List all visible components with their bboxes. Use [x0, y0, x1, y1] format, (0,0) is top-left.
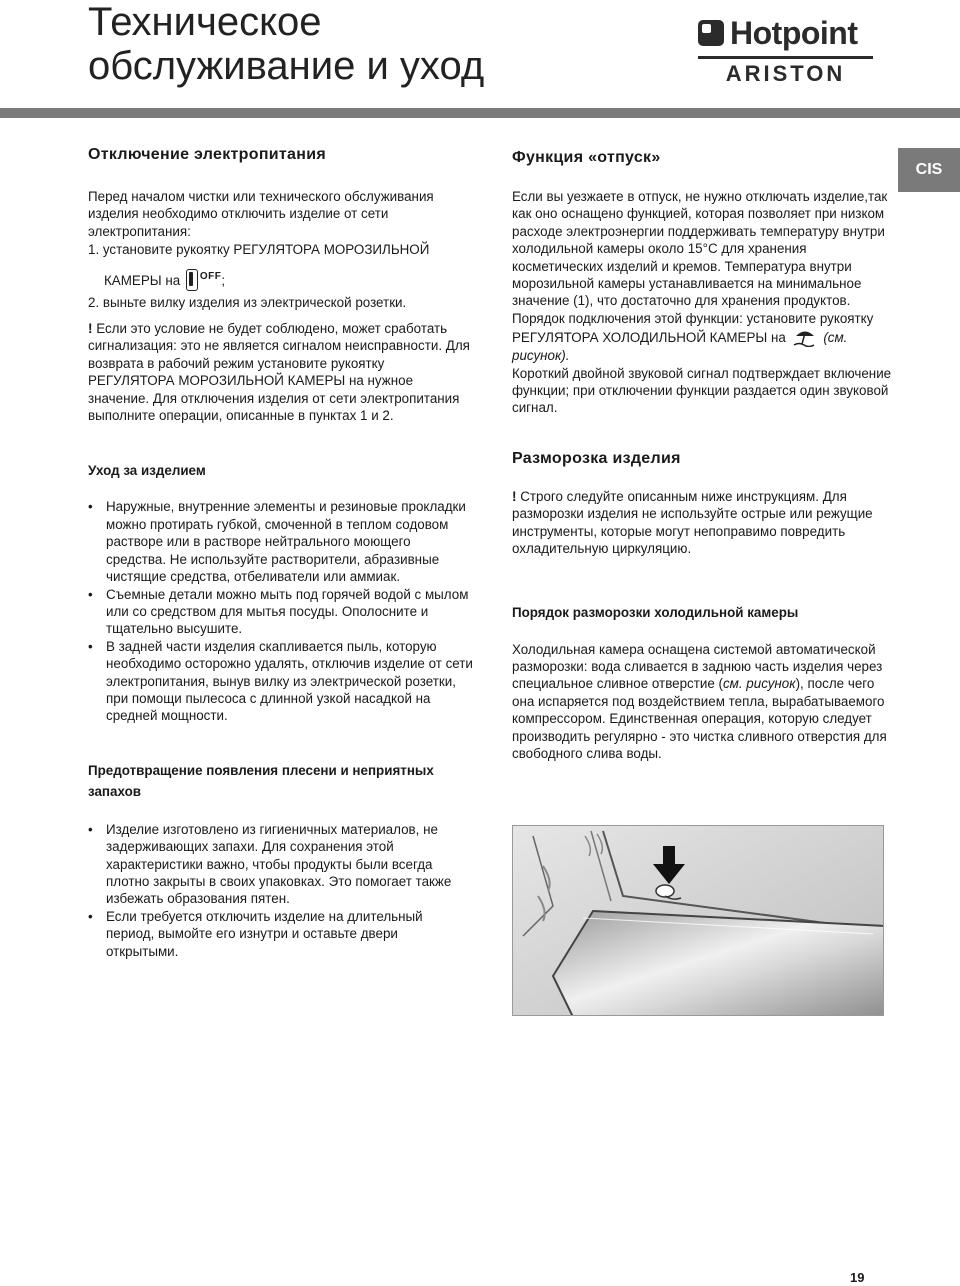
fridge-defrost-text: [512, 641, 892, 763]
power-off-step1: [88, 241, 473, 258]
title-line-2: обслуживание и уход: [88, 44, 485, 88]
power-off-step2: 2. выньте вилку изделия из электрической розетки.: [88, 294, 407, 310]
power-off-heading: Отключение электропитания: [88, 146, 326, 163]
defrost-warning-mark: !: [512, 488, 517, 504]
off-label: OFF: [199, 270, 222, 282]
fridge-defrost-text-a: Холодильная камера оснащена системой автоматической разморозки: вода сливается в заднюю часть изделия через специальное сливное отверстие (: [512, 641, 883, 692]
brand-bottom: ARISTON: [725, 61, 846, 86]
list-item: • Если требуется отключить изделие на длительный период, вымойте его изнутри и оставьте двери открытыми.: [88, 908, 473, 960]
fridge-defrost-heading: Порядок разморозки холодильной камеры: [512, 604, 799, 620]
defrost-heading: Разморозка изделия: [512, 449, 681, 467]
fridge-defrost-ref: см. рисунок: [722, 676, 796, 692]
vacation-text: [512, 188, 892, 365]
list-item: • Изделие изготовлено из гигиеничных материалов, не задерживающих запахи. Для сохранения этой характеристики важно, чтобы продукты были всегда плотно закрыты в своих упаковках. Это помогает также избежать образования пятен.: [88, 821, 473, 908]
language-tab: CIS: [898, 148, 960, 192]
fridge-defrost-text-b: ), после чего она испаряется под воздействием тепла, вырабатываемого компрессором. Единственная операция, которую следует производить регулярно - это чистка сливного отверстия для свободного слива воды.: [512, 676, 887, 761]
knob-off-icon: [186, 269, 198, 291]
header-bar: [0, 108, 960, 118]
power-off-warning: [88, 320, 473, 424]
defrost-warning: [512, 488, 892, 558]
brand-logo: [698, 14, 873, 90]
power-off-step1-cont: [88, 265, 473, 293]
page-title: [88, 0, 484, 88]
brand-top: Hotpoint: [730, 14, 858, 51]
care-heading: Уход за изделием: [88, 463, 206, 479]
left-column: [88, 145, 473, 960]
drain-hole: [656, 885, 674, 897]
fridge-interior-illustration: [513, 826, 884, 1016]
logo-divider: [698, 56, 873, 59]
title-line-1: Техническое: [88, 0, 322, 44]
vacation-ref: (см. рисунок).: [512, 330, 848, 364]
vacation-text-a: Если вы уезжаете в отпуск, не нужно отключать изделие,так как оно оснащено функцией, которая позволяет при низком расходе электроэнергии поддерживать температуру внутри холодильной камеры около 15°C для хранения косметических изделий и кремов. Температура внутри морозильной камеры устанавливается на минимальное значение (1), что достаточно для хранения продуктов. Порядок подключения этой функции: установите рукоятку РЕГУЛЯТОРА ХОЛОДИЛЬНОЙ КАМЕРЫ на: [512, 189, 888, 346]
hotpoint-logo-icon: [698, 20, 724, 46]
vacation-text-b: Короткий двойной звуковой сигнал подтверждает включение функции; при отключении функции раздается один звуковой сигнал.: [512, 365, 892, 416]
vacation-umbrella-icon: [793, 327, 817, 347]
list-item: • Съемные детали можно мыть под горячей водой с мылом или со средством для мытья посуды. Ополосните и тщательно высушите.: [88, 586, 473, 638]
step1-end: ;: [221, 272, 226, 288]
warning-mark: !: [88, 321, 93, 337]
care-list: [88, 498, 473, 724]
vacation-heading: Функция «отпуск»: [512, 149, 661, 166]
page-number: 19: [850, 1270, 865, 1285]
mold-heading: Предотвращение появления плесени и неприятных запахов: [88, 762, 434, 799]
power-off-intro: Перед началом чистки или технического обслуживания изделия необходимо отключить изделие от сети электропитания:: [88, 189, 434, 239]
right-column: [512, 148, 892, 762]
list-item: • Наружные, внутренние элементы и резиновые прокладки можно протирать губкой, смоченной в теплом содовом растворе или в растворе нейтрального моющего средства. Не используйте растворители, абразивные чистящие средства, отбеливатели или аммиак.: [88, 498, 473, 585]
step1-text-b: КАМЕРЫ на: [104, 272, 181, 288]
mold-list: [88, 821, 473, 960]
defrost-figure: [512, 825, 884, 1016]
defrost-warning-text: Строго следуйте описанным ниже инструкциям. Для разморозки изделия не используйте острые или режущие инструменты, которые могут непоправимо повредить охладительную циркуляцию.: [512, 488, 873, 557]
warning-text: Если это условие не будет соблюдено, может сработать сигнализация: это не является сигналом неисправности. Для возврата в рабочий режим установите рукоятку РЕГУЛЯТОРА МОРОЗИЛЬНОЙ КАМЕРЫ на нужное значение. Для отключения изделия от сети электропитания выполните операции, описанные в пунктах 1 и 2.: [88, 321, 470, 424]
list-item: • В задней части изделия скапливается пыль, которую необходимо осторожно удалять, отключив изделие от сети электропитания, вынув вилку из электрической розетки, при помощи пылесоса с длинной узкой насадкой на средней мощности.: [88, 638, 473, 725]
step1-text-a: 1. установите рукоятку РЕГУЛЯТОРА МОРОЗИЛЬНОЙ: [88, 242, 430, 258]
